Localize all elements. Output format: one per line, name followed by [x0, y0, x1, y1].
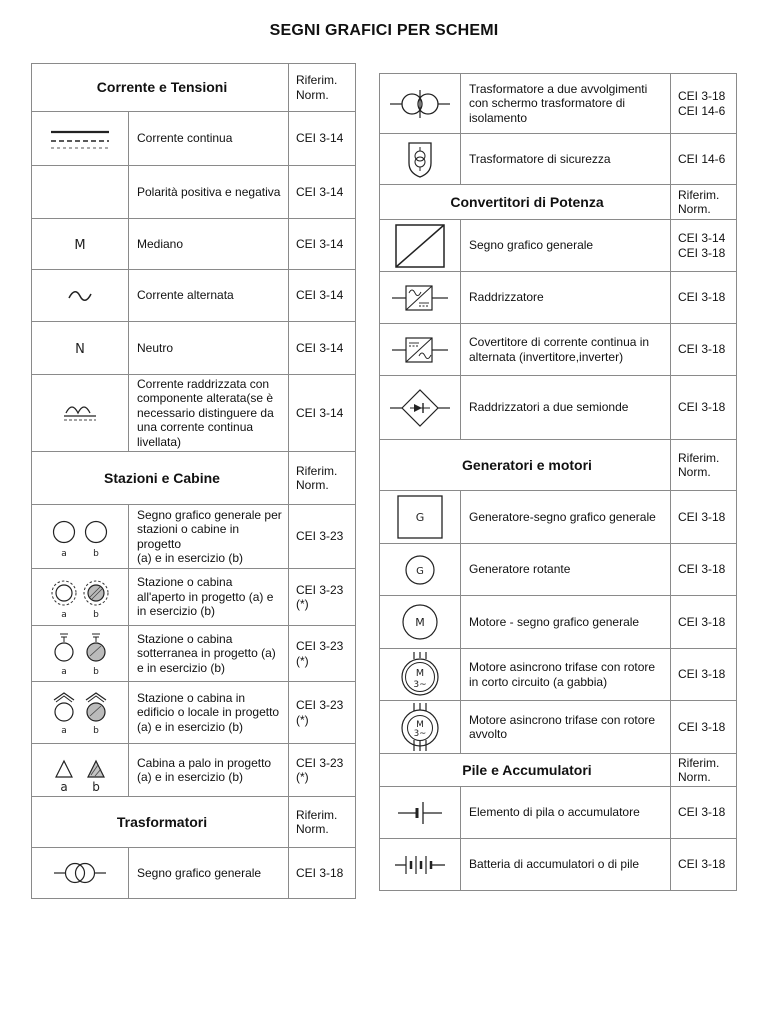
row-reference: CEI 3-23 (*) — [289, 569, 356, 626]
shielded-transformer-icon — [380, 74, 461, 134]
table-row — [32, 375, 356, 452]
median-icon — [32, 219, 129, 270]
ref-heading: Riferim. Norm. — [289, 452, 356, 505]
row-description: Corrente continua — [129, 112, 289, 166]
row-reference: CEI 3-18 — [671, 544, 737, 596]
left-symbol-table — [31, 63, 356, 899]
generator-glyph: G — [416, 565, 424, 577]
row-description: Corrente alternata — [129, 270, 289, 322]
table-row — [32, 682, 356, 744]
row-description: Segno grafico generale per stazioni o cabine in progetto (a) e in esercizio (b) — [129, 505, 289, 569]
row-description: Raddrizzatore — [461, 272, 671, 324]
row-reference: CEI 3-18 — [671, 376, 737, 440]
row-description: Polarità positiva e negativa — [129, 166, 289, 219]
median-glyph: M — [74, 238, 86, 253]
row-reference: CEI 3-18 — [671, 324, 737, 376]
polarity-icon — [32, 166, 129, 219]
row-description: Elemento di pila o accumulatore — [461, 787, 671, 839]
row-reference: CEI 14-6 — [671, 134, 737, 185]
label-b: b — [93, 610, 99, 620]
table-row — [380, 649, 737, 701]
table-row — [32, 744, 356, 797]
section-header-convertitori — [380, 185, 737, 220]
label-a: a — [60, 780, 68, 794]
table-row — [380, 272, 737, 324]
table-row — [380, 491, 737, 544]
label-a: a — [61, 548, 67, 559]
row-description: Raddrizzatori a due semionde — [461, 376, 671, 440]
motor-glyph: M — [416, 720, 424, 730]
row-reference: CEI 3-14 — [289, 322, 356, 375]
row-description: Trasformatore di sicurezza — [461, 134, 671, 185]
row-reference: CEI 3-18 — [671, 596, 737, 649]
motor-glyph: M — [415, 616, 425, 629]
row-description: Motore asincrono trifase con rotore avvolto — [461, 701, 671, 754]
label-a: a — [61, 610, 67, 620]
table-row — [380, 701, 737, 754]
safety-transformer-icon — [380, 134, 461, 185]
row-reference: CEI 3-14 — [289, 166, 356, 219]
table-row — [32, 219, 356, 270]
row-reference: CEI 3-18 — [671, 491, 737, 544]
row-description: Cabina a palo in progetto (a) e in esercizio (b) — [129, 744, 289, 797]
generator-glyph: G — [415, 511, 425, 524]
row-reference: CEI 3-18 — [671, 649, 737, 701]
section-title: Generatori e motori — [380, 440, 671, 491]
row-description: Stazione o cabina in edificio o locale in progetto (a) e in esercizio (b) — [129, 682, 289, 744]
row-description: Generatore rotante — [461, 544, 671, 596]
row-reference: CEI 3-14 — [289, 219, 356, 270]
section-title: Stazioni e Cabine — [32, 452, 289, 505]
table-row — [32, 270, 356, 322]
table-row — [32, 848, 356, 899]
row-reference: CEI 3-14 — [289, 270, 356, 322]
inverter-icon — [380, 324, 461, 376]
station-project-icon — [32, 505, 129, 569]
section-header-trasformatori — [32, 797, 356, 848]
outdoor-station-icon — [32, 569, 129, 626]
row-reference: CEI 3-23 (*) — [289, 744, 356, 797]
alternating-current-icon — [32, 270, 129, 322]
wound-rotor-motor-icon — [380, 701, 461, 754]
row-description: Generatore-segno grafico generale — [461, 491, 671, 544]
neutral-glyph: N — [75, 342, 85, 357]
section-header-corrente — [32, 64, 356, 112]
section-header-stazioni — [32, 452, 356, 505]
row-reference: CEI 3-14 CEI 3-18 — [671, 220, 737, 272]
label-b: b — [93, 666, 99, 677]
ref-heading: Riferim. Norm. — [671, 440, 737, 491]
building-station-icon — [32, 682, 129, 744]
table-row — [32, 112, 356, 166]
bridge-rectifier-icon — [380, 376, 461, 440]
transformer-icon — [32, 848, 129, 899]
table-row — [380, 74, 737, 134]
motor-icon — [380, 596, 461, 649]
section-title: Convertitori di Potenza — [380, 185, 671, 220]
table-row — [380, 220, 737, 272]
row-reference: CEI 3-18 — [289, 848, 356, 899]
row-reference: CEI 3-23 (*) — [289, 682, 356, 744]
row-reference: CEI 3-18 — [671, 272, 737, 324]
underground-station-icon — [32, 626, 129, 682]
label-b: b — [92, 780, 100, 794]
table-row — [32, 166, 356, 219]
label-b: b — [93, 725, 99, 736]
label-a: a — [61, 725, 67, 736]
row-reference: CEI 3-14 — [289, 112, 356, 166]
section-header-generatori — [380, 440, 737, 491]
squirrel-cage-motor-icon — [380, 649, 461, 701]
row-description: Trasformatore a due avvolgimenti con schermo trasformatore di isolamento — [461, 74, 671, 134]
row-description: Corrente raddrizzata con componente alterata(se è necessario distinguere da una corrente continua livellata) — [129, 375, 289, 452]
section-title: Corrente e Tensioni — [32, 64, 289, 112]
table-row — [32, 505, 356, 569]
table-row — [32, 626, 356, 682]
row-description: Segno grafico generale — [461, 220, 671, 272]
rectifier-icon — [380, 272, 461, 324]
row-reference: CEI 3-18 CEI 14-6 — [671, 74, 737, 134]
rotating-generator-icon — [380, 544, 461, 596]
row-description: Stazione o cabina all'aperto in progetto (a) e in esercizio (b) — [129, 569, 289, 626]
pole-cabin-icon — [32, 744, 129, 797]
row-reference: CEI 3-18 — [671, 701, 737, 754]
section-title: Trasformatori — [32, 797, 289, 848]
generator-general-icon — [380, 491, 461, 544]
table-row — [380, 839, 737, 891]
label-b: b — [93, 548, 99, 559]
battery-cell-icon — [380, 787, 461, 839]
label-a: a — [61, 666, 67, 677]
row-reference: CEI 3-18 — [671, 839, 737, 891]
right-symbol-table — [379, 73, 737, 891]
row-description: Covertitore di corrente continua in alternata (invertitore,inverter) — [461, 324, 671, 376]
motor-glyph: M — [415, 667, 425, 679]
table-row — [32, 322, 356, 375]
row-reference: CEI 3-23 — [289, 505, 356, 569]
row-description: Neutro — [129, 322, 289, 375]
table-row — [380, 596, 737, 649]
row-description: Segno grafico generale — [129, 848, 289, 899]
ref-heading: Riferim. Norm. — [671, 754, 737, 787]
direct-current-icon — [32, 112, 129, 166]
section-header-pile — [380, 754, 737, 787]
neutral-icon — [32, 322, 129, 375]
section-title: Pile e Accumulatori — [380, 754, 671, 787]
row-description: Batteria di accumulatori o di pile — [461, 839, 671, 891]
table-row — [380, 134, 737, 185]
table-row — [380, 544, 737, 596]
battery-icon — [380, 839, 461, 891]
row-reference: CEI 3-18 — [671, 787, 737, 839]
table-row — [380, 324, 737, 376]
row-description: Motore asincrono trifase con rotore in corto circuito (a gabbia) — [461, 649, 671, 701]
row-description: Stazione o cabina sotterranea in progetto (a) e in esercizio (b) — [129, 626, 289, 682]
rectified-current-icon — [32, 375, 129, 452]
row-description: Mediano — [129, 219, 289, 270]
ref-heading: Riferim. Norm. — [671, 185, 737, 220]
table-row — [380, 376, 737, 440]
ref-heading: Riferim. Norm. — [289, 64, 356, 112]
table-row — [380, 787, 737, 839]
row-reference: CEI 3-14 — [289, 375, 356, 452]
ref-heading: Riferim. Norm. — [289, 797, 356, 848]
page-title: SEGNI GRAFICI PER SCHEMI — [269, 22, 499, 39]
row-description: Motore - segno grafico generale — [461, 596, 671, 649]
phase-glyph: 3~ — [413, 679, 427, 690]
table-row — [32, 569, 356, 626]
phase-glyph: 3~ — [413, 729, 427, 739]
row-reference: CEI 3-23 (*) — [289, 626, 356, 682]
converter-icon — [380, 220, 461, 272]
